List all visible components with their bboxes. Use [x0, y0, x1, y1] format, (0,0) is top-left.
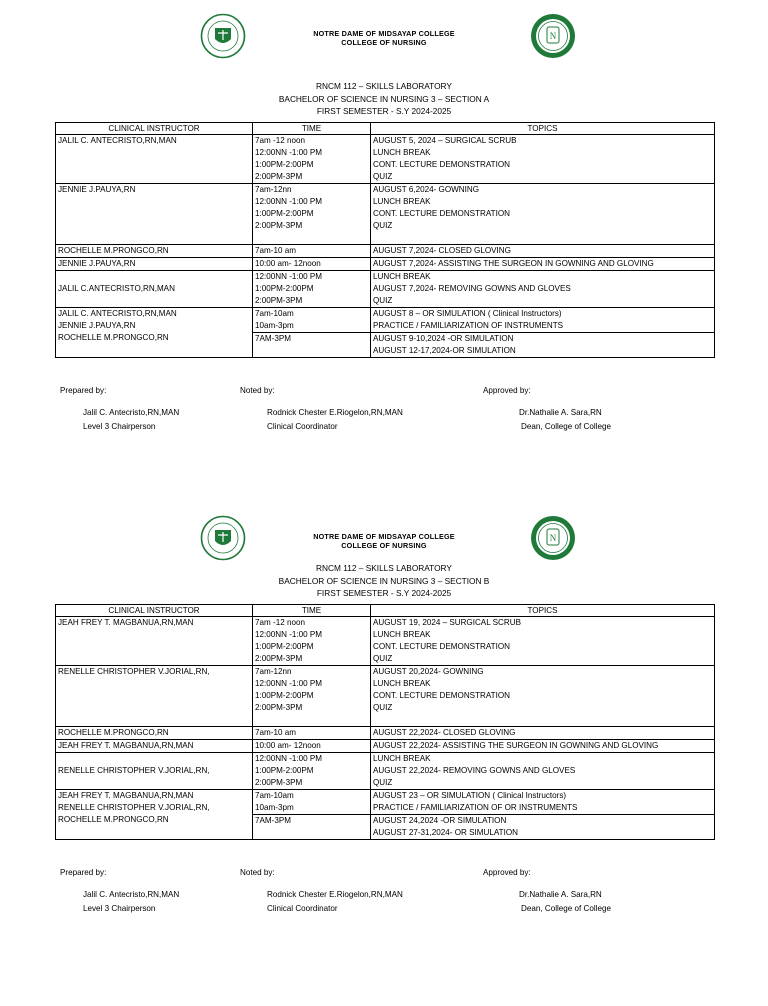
- topics-cell: [371, 617, 715, 666]
- cell-line: 7AM-3PM: [255, 334, 291, 343]
- time-cell: [253, 245, 371, 258]
- approved-name: Dr.Nathalie A. Sara,RN: [519, 408, 602, 417]
- table-row: [56, 617, 715, 666]
- header-topics: TOPICS: [371, 605, 715, 617]
- cell-line: JEAH FREY T. MAGBANUA,RN,MAN: [58, 791, 194, 800]
- noted-name: Rodnick Chester E.Riogelon,RN,MAN: [267, 890, 403, 899]
- topics-cell: [371, 740, 715, 753]
- cell-line: RENELLE CHRISTOPHER V.JORIAL,RN,: [58, 803, 210, 812]
- cell-line: JALIL C. ANTECRISTO,RN,MAN: [58, 136, 177, 145]
- table-row: [56, 308, 715, 333]
- cell-line: 7am-12nn: [255, 667, 292, 676]
- cell-line: [58, 271, 250, 283]
- instructor-cell: [56, 790, 253, 840]
- cell-line: QUIZ: [373, 221, 393, 230]
- cell-line: LUNCH BREAK: [373, 272, 431, 281]
- cell-line: CONT. LECTURE DEMONSTRATION: [373, 642, 510, 651]
- table-row: [56, 135, 715, 184]
- course-title: RNCM 112 – SKILLS LABORATORY: [316, 563, 452, 573]
- cell-line: 10am-3pm: [255, 321, 294, 330]
- instructor-cell: [56, 308, 253, 358]
- cell-line: 7am-10am: [255, 791, 294, 800]
- college-of-nursing-seal-icon: [530, 515, 576, 561]
- noted-title: Clinical Coordinator: [267, 422, 338, 431]
- cell-line: JALIL C. ANTECRISTO,RN,MAN: [58, 309, 177, 318]
- instructor-cell: [56, 184, 253, 245]
- cell-line: AUGUST 22,2024- CLOSED GLOVING: [373, 728, 516, 737]
- program-title: BACHELOR OF SCIENCE IN NURSING 3 – SECTION A: [278, 93, 490, 104]
- school-name: [260, 532, 508, 550]
- svg-text:N: N: [549, 533, 557, 543]
- topics-cell: [371, 790, 715, 815]
- cell-line: JENNIE J.PAUYA,RN: [58, 185, 136, 194]
- cell-line: 2:00PM-3PM: [255, 172, 303, 181]
- course-heading: [200, 80, 568, 118]
- cell-line: QUIZ: [373, 703, 393, 712]
- cell-line: AUGUST 23 – OR SIMULATION ( Clinical Instructors): [373, 791, 567, 800]
- cell-line: 1:00PM-2:00PM: [255, 160, 314, 169]
- noted-label: Noted by:: [240, 868, 275, 877]
- approved-label: Approved by:: [483, 386, 531, 395]
- cell-line: [58, 777, 250, 789]
- approved-title: Dean, College of College: [521, 904, 611, 913]
- cell-line: AUGUST 22,2024- ASSISTING THE SURGEON IN GOWNING AND GLOVING: [373, 741, 659, 750]
- table-row: [56, 666, 715, 727]
- cell-line: [255, 714, 368, 726]
- prepared-title: Level 3 Chairperson: [83, 422, 156, 431]
- header-instructor: CLINICAL INSTRUCTOR: [56, 605, 253, 617]
- cell-line: QUIZ: [373, 654, 393, 663]
- cell-line: 12:00NN -1:00 PM: [255, 197, 323, 206]
- approved-label: Approved by:: [483, 868, 531, 877]
- table-row: [56, 790, 715, 815]
- time-cell: [253, 184, 371, 245]
- table-row: [56, 245, 715, 258]
- cell-line: LUNCH BREAK: [373, 754, 431, 763]
- cell-line: 7am-10 am: [255, 728, 296, 737]
- topics-cell: [371, 135, 715, 184]
- cell-line: 2:00PM-3PM: [255, 654, 303, 663]
- topics-cell: [371, 753, 715, 790]
- prepared-name: Jalil C. Antecristo,RN,MAN: [83, 890, 180, 899]
- prepared-name: Jalil C. Antecristo,RN,MAN: [83, 408, 180, 417]
- time-cell: [253, 271, 371, 308]
- cell-line: 7am -12 noon: [255, 618, 305, 627]
- cell-line: [58, 295, 250, 307]
- cell-line: 1:00PM-2:00PM: [255, 766, 314, 775]
- cell-line: CONT. LECTURE DEMONSTRATION: [373, 691, 510, 700]
- cell-line: 1:00PM-2:00PM: [255, 209, 314, 218]
- noted-title: Clinical Coordinator: [267, 904, 338, 913]
- cell-line: CONT. LECTURE DEMONSTRATION: [373, 160, 510, 169]
- topics-cell: [371, 815, 715, 840]
- table-row: [56, 184, 715, 245]
- instructor-cell: [56, 740, 253, 753]
- cell-line: PRACTICE / FAMILIARIZATION OF INSTRUMENTS: [373, 321, 564, 330]
- cell-line: LUNCH BREAK: [373, 197, 431, 206]
- college-of-nursing-seal-icon: [530, 13, 576, 59]
- notre-dame-seal-icon: [200, 515, 246, 561]
- cell-line: JEAH FREY T. MAGBANUA,RN,MAN: [58, 741, 194, 750]
- time-cell: [253, 333, 371, 358]
- school-name-text: NOTRE DAME OF MIDSAYAP COLLEGE: [313, 532, 455, 541]
- cell-line: 12:00NN -1:00 PM: [255, 754, 323, 763]
- cell-line: AUGUST 7,2024- ASSISTING THE SURGEON IN GOWNING AND GLOVING: [373, 259, 654, 268]
- cell-line: 2:00PM-3PM: [255, 296, 303, 305]
- course-heading: [200, 562, 568, 600]
- topics-cell: [371, 258, 715, 271]
- cell-line: AUGUST 6,2024- GOWNING: [373, 185, 479, 194]
- cell-line: 12:00NN -1:00 PM: [255, 679, 323, 688]
- cell-line: 10am-3pm: [255, 803, 294, 812]
- table-row: [56, 258, 715, 271]
- cell-line: 10:00 am- 12noon: [255, 741, 321, 750]
- cell-line: AUGUST 22,2024- REMOVING GOWNS AND GLOVES: [373, 766, 576, 775]
- instructor-cell: [56, 135, 253, 184]
- instructor-cell: [56, 727, 253, 740]
- cell-line: ROCHELLE M.PRONGCO,RN: [58, 728, 169, 737]
- svg-text:N: N: [549, 31, 557, 41]
- prepared-title: Level 3 Chairperson: [83, 904, 156, 913]
- cell-line: LUNCH BREAK: [373, 148, 431, 157]
- cell-line: 12:00NN -1:00 PM: [255, 630, 323, 639]
- cell-line: RENELLE CHRISTOPHER V.JORIAL,RN,: [58, 766, 210, 775]
- topics-cell: [371, 333, 715, 358]
- cell-line: JENNIE J.PAUYA,RN: [58, 259, 136, 268]
- table-body: [56, 617, 715, 840]
- topics-cell: [371, 184, 715, 245]
- college-name-text: COLLEGE OF NURSING: [341, 541, 427, 550]
- cell-line: [373, 714, 712, 726]
- cell-line: ROCHELLE M.PRONGCO,RN: [58, 246, 169, 255]
- time-cell: [253, 815, 371, 840]
- time-cell: [253, 135, 371, 184]
- cell-line: [58, 753, 250, 765]
- cell-line: ROCHELLE M.PRONGCO,RN: [58, 333, 169, 342]
- cell-line: QUIZ: [373, 296, 393, 305]
- header-instructor: CLINICAL INSTRUCTOR: [56, 123, 253, 135]
- noted-name: Rodnick Chester E.Riogelon,RN,MAN: [267, 408, 403, 417]
- notre-dame-seal-icon: [200, 13, 246, 59]
- cell-line: AUGUST 5, 2024 – SURGICAL SCRUB: [373, 136, 517, 145]
- semester-title: FIRST SEMESTER - S.Y 2024-2025: [316, 106, 452, 116]
- school-name: [260, 29, 508, 47]
- cell-line: 12:00NN -1:00 PM: [255, 272, 323, 281]
- header-time: TIME: [253, 605, 371, 617]
- cell-line: 1:00PM-2:00PM: [255, 284, 314, 293]
- cell-line: AUGUST 20,2024- GOWNING: [373, 667, 484, 676]
- instructor-cell: [56, 666, 253, 727]
- table-row: [56, 271, 715, 308]
- schedule-table: [55, 604, 715, 840]
- semester-title: FIRST SEMESTER - S.Y 2024-2025: [316, 588, 452, 598]
- cell-line: AUGUST 8 – OR SIMULATION ( Clinical Instructors): [373, 309, 562, 318]
- cell-line: 7am-10 am: [255, 246, 296, 255]
- topics-cell: [371, 271, 715, 308]
- time-cell: [253, 740, 371, 753]
- cell-line: 7am-10am: [255, 309, 294, 318]
- school-name-text: NOTRE DAME OF MIDSAYAP COLLEGE: [313, 29, 455, 38]
- instructor-cell: [56, 753, 253, 790]
- cell-line: 2:00PM-3PM: [255, 221, 303, 230]
- cell-line: 7AM-3PM: [255, 816, 291, 825]
- table-row: [56, 740, 715, 753]
- cell-line: AUGUST 7,2024- CLOSED GLOVING: [373, 246, 511, 255]
- table-header-row: [56, 123, 715, 135]
- cell-line: QUIZ: [373, 172, 393, 181]
- instructor-cell: [56, 245, 253, 258]
- cell-line: [255, 232, 368, 244]
- time-cell: [253, 258, 371, 271]
- approved-title: Dean, College of College: [521, 422, 611, 431]
- header-topics: TOPICS: [371, 123, 715, 135]
- cell-line: LUNCH BREAK: [373, 630, 431, 639]
- table-header-row: [56, 605, 715, 617]
- time-cell: [253, 666, 371, 727]
- topics-cell: [371, 727, 715, 740]
- cell-line: [373, 232, 712, 244]
- topics-cell: [371, 308, 715, 333]
- cell-line: LUNCH BREAK: [373, 679, 431, 688]
- cell-line: 10:00 am- 12noon: [255, 259, 321, 268]
- noted-label: Noted by:: [240, 386, 275, 395]
- cell-line: 1:00PM-2:00PM: [255, 642, 314, 651]
- schedule-section-b: [0, 482, 768, 962]
- prepared-label: Prepared by:: [60, 386, 107, 395]
- cell-line: ROCHELLE M.PRONGCO,RN: [58, 815, 169, 824]
- cell-line: AUGUST 27-31,2024- OR SIMULATION: [373, 828, 518, 837]
- time-cell: [253, 308, 371, 333]
- instructor-cell: [56, 258, 253, 271]
- table-body: [56, 135, 715, 358]
- schedule-table: [55, 122, 715, 358]
- cell-line: JENNIE J.PAUYA,RN: [58, 321, 136, 330]
- cell-line: 7am-12nn: [255, 185, 292, 194]
- cell-line: AUGUST 24,2024 -OR SIMULATION: [373, 816, 507, 825]
- cell-line: 2:00PM-3PM: [255, 703, 303, 712]
- program-title: BACHELOR OF SCIENCE IN NURSING 3 – SECTION B: [278, 575, 490, 586]
- cell-line: AUGUST 12-17,2024-OR SIMULATION: [373, 346, 516, 355]
- cell-line: JALIL C.ANTECRISTO,RN,MAN: [58, 284, 175, 293]
- instructor-cell: [56, 617, 253, 666]
- approved-name: Dr.Nathalie A. Sara,RN: [519, 890, 602, 899]
- instructor-cell: [56, 271, 253, 308]
- cell-line: AUGUST 19, 2024 – SURGICAL SCRUB: [373, 618, 521, 627]
- time-cell: [253, 790, 371, 815]
- time-cell: [253, 753, 371, 790]
- table-row: [56, 727, 715, 740]
- cell-line: QUIZ: [373, 778, 393, 787]
- cell-line: PRACTICE / FAMILIARIZATION OF OR INSTRUMENTS: [373, 803, 578, 812]
- cell-line: 12:00NN -1:00 PM: [255, 148, 323, 157]
- college-name-text: COLLEGE OF NURSING: [341, 38, 427, 47]
- cell-line: AUGUST 9-10,2024 -OR SIMULATION: [373, 334, 514, 343]
- cell-line: RENELLE CHRISTOPHER V.JORIAL,RN,: [58, 667, 210, 676]
- cell-line: 7am -12 noon: [255, 136, 305, 145]
- course-title: RNCM 112 – SKILLS LABORATORY: [316, 81, 452, 91]
- cell-line: JEAH FREY T. MAGBANUA,RN,MAN: [58, 618, 194, 627]
- table-row: [56, 753, 715, 790]
- cell-line: AUGUST 7,2024- REMOVING GOWNS AND GLOVES: [373, 284, 571, 293]
- topics-cell: [371, 666, 715, 727]
- cell-line: CONT. LECTURE DEMONSTRATION: [373, 209, 510, 218]
- time-cell: [253, 727, 371, 740]
- topics-cell: [371, 245, 715, 258]
- cell-line: 1:00PM-2:00PM: [255, 691, 314, 700]
- time-cell: [253, 617, 371, 666]
- schedule-section-a: [0, 0, 768, 480]
- prepared-label: Prepared by:: [60, 868, 107, 877]
- cell-line: 2:00PM-3PM: [255, 778, 303, 787]
- header-time: TIME: [253, 123, 371, 135]
